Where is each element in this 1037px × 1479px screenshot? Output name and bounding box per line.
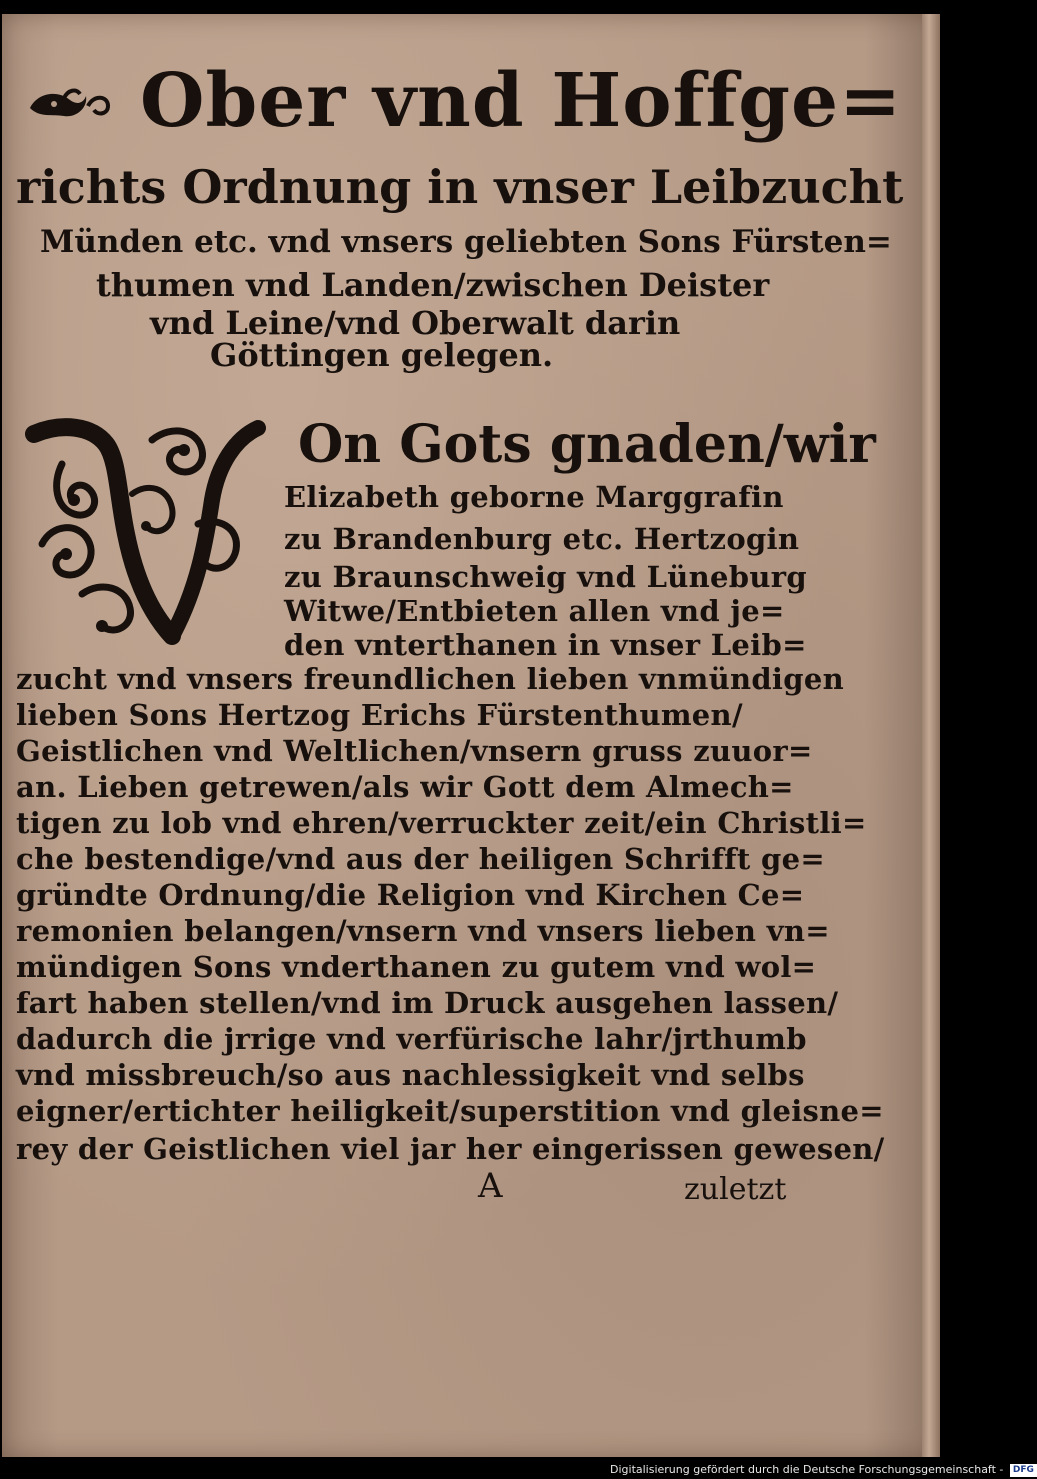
body-line: rey der Geistlichen viel jar her eingerissen gewesen/ (16, 1132, 885, 1166)
dfg-logo: DFG (1010, 1464, 1037, 1477)
catchword: zuletzt (684, 1172, 787, 1207)
footer-text: Digitalisierung gefördert durch die Deutsche Forschungsgemeinschaft - (610, 1463, 1004, 1476)
body-line: zu Brandenburg etc. Hertzogin (284, 522, 800, 556)
body-line: mündigen Sons vnderthanen zu gutem vnd wol= (16, 950, 817, 984)
decorated-initial-icon (22, 404, 270, 652)
signature-mark: A (478, 1166, 503, 1206)
body-line: remonien belangen/vnsern vnd vnsers lieben vn= (16, 914, 830, 948)
body-line: fart haben stellen/vnd im Druck ausgehen lassen/ (16, 986, 839, 1020)
lead-line: On Gots gnaden/wir (298, 414, 876, 475)
body-line: zu Braunschweig vnd Lüneburg (284, 560, 807, 594)
body-line: eigner/ertichter heiligkeit/superstition vnd gleisne= (16, 1094, 884, 1128)
body-line: gründte Ordnung/die Religion vnd Kirchen Ce= (16, 878, 805, 912)
body-line: den vnterthanen in vnser Leib= (284, 628, 807, 662)
title-line-2: richts Ordnung in vnser Leibzucht (16, 160, 904, 214)
body-line: dadurch die jrrige vnd verfürische lahr/jrthumb (16, 1022, 807, 1056)
digitization-footer (610, 1460, 1034, 1479)
body-line: che bestendige/vnd aus der heiligen Schrifft ge= (16, 842, 825, 876)
title-line-1: Ober vnd Hoffge= (140, 58, 903, 144)
body-line: Elizabeth geborne Marggrafin (284, 480, 784, 514)
body-line: lieben Sons Hertzog Erichs Fürstenthumen/ (16, 698, 743, 732)
body-line: Geistlichen vnd Weltlichen/vnsern gruss zuuor= (16, 734, 813, 768)
body-line: Witwe/Entbieten allen vnd je= (284, 594, 785, 628)
body-line: vnd missbreuch/so aus nachlessigkeit vnd selbs (16, 1058, 805, 1092)
subtitle-line-4: Göttingen gelegen. (210, 336, 554, 374)
subtitle-line-3: vnd Leine/vnd Oberwalt darin (150, 304, 681, 342)
page-edge (922, 14, 940, 1457)
body-line: zucht vnd vnsers freundlichen lieben vnmündigen (16, 662, 844, 696)
hedera-leaf-icon (24, 78, 114, 134)
subtitle-line-1: Münden etc. vnd vnsers geliebten Sons Fürsten= (40, 224, 892, 260)
subtitle-line-2: thumen vnd Landen/zwischen Deister (96, 266, 770, 304)
body-line: an. Lieben getrewen/als wir Gott dem Almech= (16, 770, 794, 804)
body-line: tigen zu lob vnd ehren/verruckter zeit/ein Christli= (16, 806, 867, 840)
